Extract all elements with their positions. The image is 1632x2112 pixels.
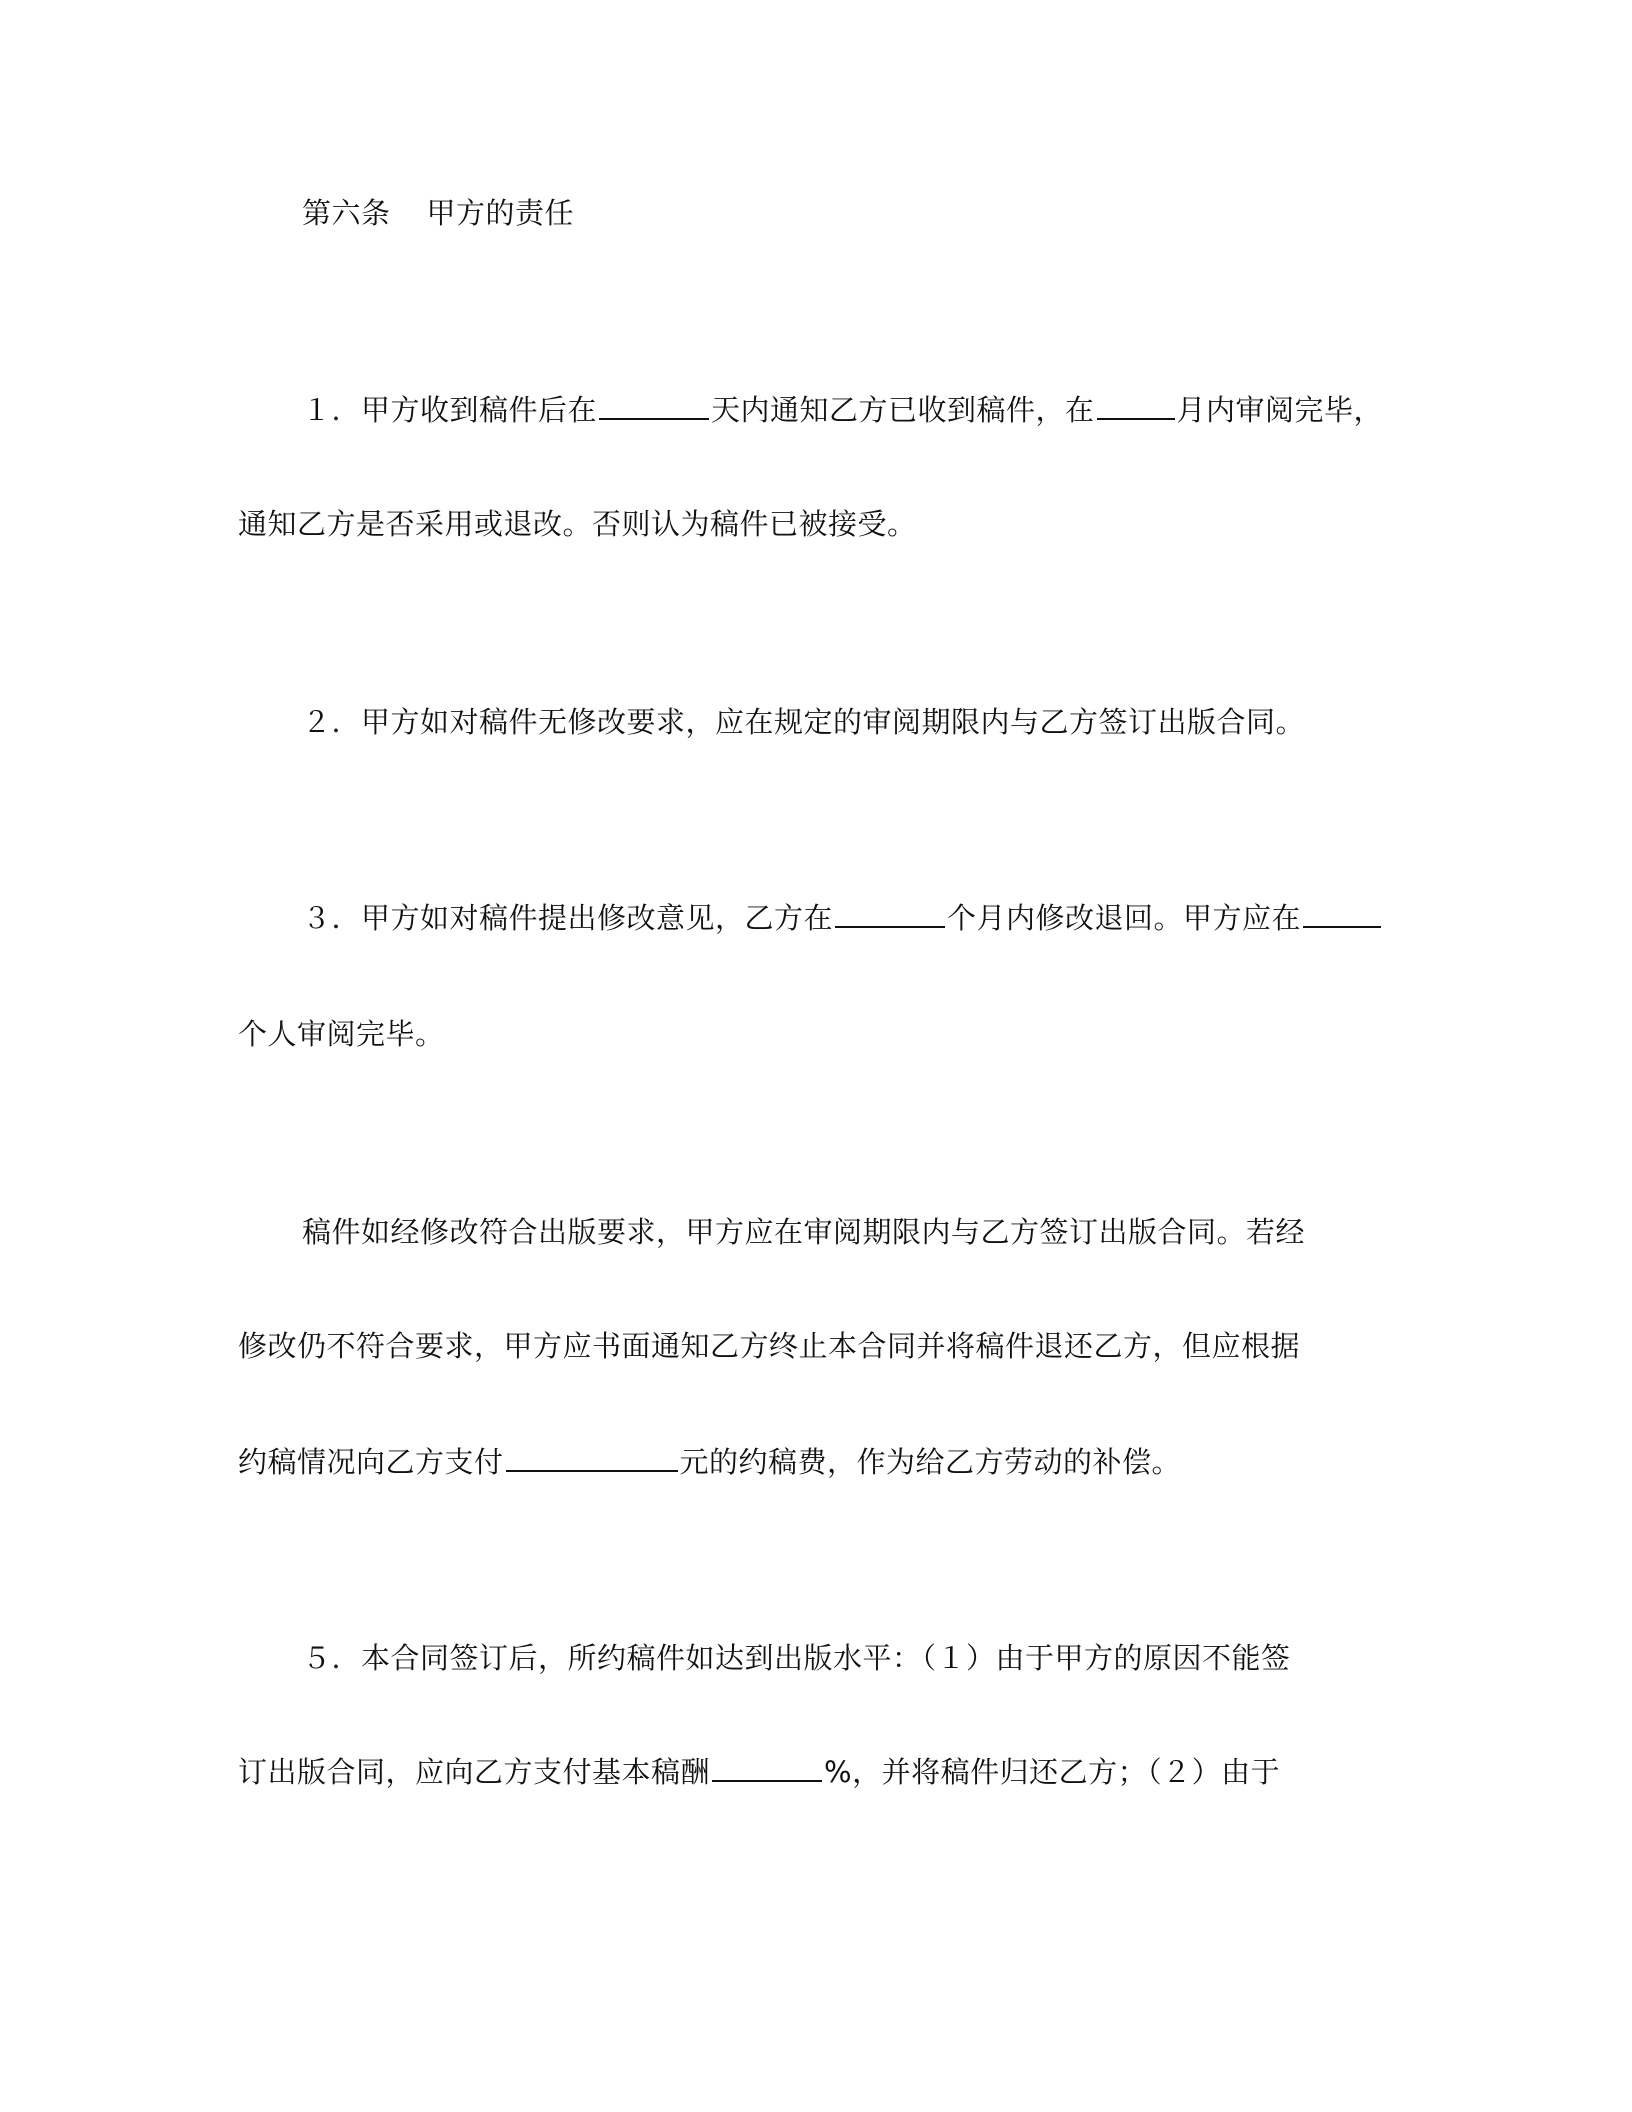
article-heading bbox=[302, 193, 574, 233]
blank-royalty-percent-field[interactable] bbox=[712, 1754, 822, 1782]
clause-4-line-1 bbox=[302, 1212, 1305, 1252]
clause-3-line-1 bbox=[302, 898, 1383, 938]
blank-fee-amount-field[interactable] bbox=[506, 1444, 678, 1472]
clause-5-text-l1: ５．本合同签订后，所约稿件如达到出版水平：（１）由于甲方的原因不能签 bbox=[302, 1641, 1291, 1675]
clause-3-line-2 bbox=[238, 1014, 445, 1054]
clause-5-line-1 bbox=[302, 1638, 1291, 1678]
clause-1-text-c: 月内审阅完毕， bbox=[1176, 393, 1384, 427]
clause-4-text-l3a: 约稿情况向乙方支付 bbox=[238, 1445, 504, 1479]
clause-4-line-3 bbox=[238, 1442, 1181, 1482]
clause-2-text: ２．甲方如对稿件无修改要求，应在规定的审阅期限内与乙方签订出版合同。 bbox=[302, 705, 1306, 739]
clause-4-text-l2: 修改仍不符合要求，甲方应书面通知乙方终止本合同并将稿件退还乙方，但应根据 bbox=[238, 1329, 1301, 1363]
clause-5-text-l2b: %，并将稿件归还乙方；（２）由于 bbox=[824, 1755, 1281, 1789]
clause-1-line-1 bbox=[302, 390, 1383, 430]
clause-4-line-2 bbox=[238, 1326, 1300, 1366]
clause-4-text-l1: 稿件如经修改符合出版要求，甲方应在审阅期限内与乙方签订出版合同。若经 bbox=[302, 1215, 1306, 1249]
clause-3-text-a: ３．甲方如对稿件提出修改意见，乙方在 bbox=[302, 901, 834, 935]
clause-1-text-b: 天内通知乙方已收到稿件，在 bbox=[711, 393, 1095, 427]
article-number: 第六条 bbox=[302, 196, 391, 230]
clause-1-text-a: １．甲方收到稿件后在 bbox=[302, 393, 598, 427]
clause-3-text-c: 个人审阅完毕。 bbox=[238, 1017, 445, 1051]
blank-revision-months-field[interactable] bbox=[835, 900, 945, 928]
clause-4-text-l3b: 元的约稿费，作为给乙方劳动的补偿。 bbox=[679, 1445, 1182, 1479]
blank-review-period-field[interactable] bbox=[1303, 900, 1381, 928]
clause-3-text-b: 个月内修改退回。甲方应在 bbox=[947, 901, 1302, 935]
article-title: 甲方的责任 bbox=[426, 196, 575, 230]
clause-2 bbox=[302, 702, 1305, 742]
blank-days-field[interactable] bbox=[599, 392, 709, 420]
clause-1-line-2 bbox=[238, 504, 917, 544]
clause-1-text-d: 通知乙方是否采用或退改。否则认为稿件已被接受。 bbox=[238, 507, 917, 541]
clause-5-line-2 bbox=[238, 1752, 1280, 1792]
blank-months-field[interactable] bbox=[1097, 392, 1175, 420]
clause-5-text-l2a: 订出版合同，应向乙方支付基本稿酬 bbox=[238, 1755, 711, 1789]
